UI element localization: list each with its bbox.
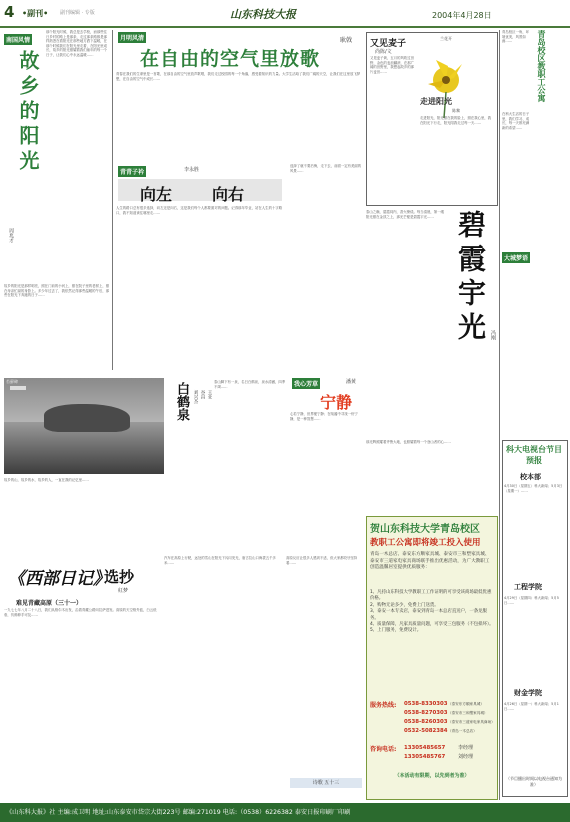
sidebar-divider (499, 30, 500, 800)
photo-caption: 苔藓碑 (6, 379, 18, 384)
poem-body: 走进阳光，阳光照在我的脸上，照在我心里，我在阳光下行走，阳光陪我走过每一天…… (420, 116, 492, 125)
tv-schedule-note: （节目播出时间以电视台通知为准） (506, 776, 562, 787)
sidebar-headline: 青岛校区教职工公寓 (537, 30, 546, 102)
article-body-cont: 那光辉照耀着齐鲁大地，也照耀着每一个登山者的心…… (366, 440, 451, 444)
box-subtitle: 走进阳光 (420, 97, 452, 106)
column-label: 月明风清 (118, 32, 146, 43)
ad-phone: 0538-8270303 (404, 710, 448, 716)
ad-consult-phone: 13305485767 (404, 754, 446, 760)
box-decor: 兰花开 (440, 36, 452, 41)
ad-consult-name: 刘经理 (458, 754, 474, 760)
poem-title: 白鹤泉 (174, 382, 189, 421)
poem-body: 又见麦子黄，五月的风吹过田野，金色的麦浪翻滚，在那广阔的田野里，我想起故乡的那片麦田…… (370, 56, 415, 74)
article-body: 心若宁静，世界便宁静；在喧嚣中寻找一份宁静，是一种智慧…… (290, 412, 358, 421)
tv-schedule-list: 4月26日（星期一）科大新闻；5月1日…… (504, 702, 559, 711)
ad-title-1: 贺山东科技大学青岛校区 (370, 524, 480, 535)
poem-footnote: 诗歌 五十三 (290, 778, 362, 788)
article-body: 一九七七年八月二十八日，我们从格尔木出发，沿着青藏公路向拉萨进发。高原的天空格外蓝，白云低垂，仿佛伸手可及…… (4, 608, 157, 617)
ad-benefit-item: 1、凡持山东科技大学教职工工作证明的可享受该商场最低优惠价格。 (370, 590, 492, 602)
ad-benefit-item: 2、购物无论多少，免费上门送货。 (370, 602, 439, 608)
poem-body: 泰山脚下有一泉，名曰白鹤泉，泉水清澈，四季不竭…… (214, 380, 286, 389)
sidebar-text: 青岛校区一角，环境优美，风景如画…… (502, 30, 530, 44)
ad-phone-note: （泰安东方顺家具城） (448, 702, 484, 706)
ad-title-2: 教职工公寓即将竣工投入使用 (370, 538, 481, 548)
tv-school-label: 财金学院 (514, 689, 542, 697)
ad-consult-names (458, 744, 494, 762)
ad-consult-name: 李经理 (458, 745, 474, 751)
issue-date: 2004年4月28日 (432, 11, 492, 20)
page-header (0, 0, 570, 28)
article-title-2: 向右 (212, 185, 245, 204)
footer-text: 《山东科大报》社 主编:成卫明 地址:山东泰安市岱宗大街223号 邮编:271019 电话:（0538）6226382 泰安日报印刷厂印刷 (6, 809, 351, 816)
article-author: 紅梦 (118, 588, 129, 594)
article-body: 泰山之巅，碧霞祠内，香火缭绕。每当清晨，第一缕阳光照在金顶之上，那光芒便是碧霞宇光…… (366, 210, 444, 219)
ad-benefit-item: 4、质量保障，凡家具质量问题，可享受三包服务（不包损坏）。 (370, 622, 494, 628)
ad-benefit-item: 5、上门服务，免费设计。 (370, 628, 422, 634)
section-name: •副刊• (22, 9, 49, 18)
ad-benefit-item: 3、泰安一本专卖店，泰安到青岛一本总店直送户，一条龙服务。 (370, 609, 487, 621)
page-footer (0, 803, 570, 822)
article-title: 故乡的阳光 (16, 50, 40, 175)
article-author: 耿戟 (340, 37, 353, 44)
article-subtitle: 难见青藏高原（三十一） (16, 600, 83, 607)
article-author: 冯刚 (490, 330, 496, 340)
ad-consult-phone: 13305485657 (404, 745, 446, 751)
poem-author: 王亚 (207, 390, 212, 399)
column-label: 南国风情 (4, 34, 32, 45)
article-author: 周兆才 (8, 228, 14, 243)
article-title: 碧霞宇光 (454, 210, 487, 346)
article-body: 汽车在高原上行驶，远处的雪山在阳光下闪闪发光，唐古拉山口海拔五千多米…… (164, 556, 276, 565)
article-body: 人生的路口总有很多选择，向左还是向右，这是我们每个人都要面对的问题。记得那年毕业，站在人生的十字路口，我不知道该往哪里走…… (116, 206, 283, 215)
ad-phone-note: （泰安市三道家电家具商场） (448, 720, 495, 724)
article-title: 《西部日记》 (8, 569, 110, 589)
ad-phone-notes (448, 700, 496, 736)
article-author: 李永胜 (184, 167, 200, 173)
ad-intro: 青岛一木总店、泰安东方顺家具城、泰安市三和塑家具城、泰安市三道家电家具商场联手推出优惠活动，为广大教职工创造温馨居室提供优质服务： (370, 552, 490, 570)
tv-schedule-list: 4月30日（星期五）科大新闻；5月3日（星期一）…… (504, 484, 563, 493)
ad-phone-note: （青岛一木总店） (448, 729, 477, 733)
tv-schedule-list: 4月29日（星期四）科大新闻；5月5日…… (504, 596, 559, 605)
article-title-suffix: 选抄 (104, 568, 135, 586)
sidebar-text: 在科大生活的日子里，我们学习、成长，每一天都充满新的希望…… (502, 112, 530, 130)
tv-schedule-title: 科大电视台节目预报 (506, 445, 562, 465)
page-number: 4 (4, 3, 15, 21)
column-divider (112, 30, 113, 370)
article-title: 宁静 (320, 393, 353, 412)
ad-phone: 0532-5082384 (404, 728, 448, 734)
ad-phone: 0538-8330303 (404, 701, 448, 707)
article-body: 青春在我们的生命里是一首歌，在那自由的空气里放声歌唱，我们走过校园的每一个角落，感受着知识的力量。大学生活给了我们广阔的天空，让我们在这里放飞梦想，在自由的空气中成长…… (116, 72, 361, 81)
ad-consult-label: 咨询电话: (370, 746, 397, 753)
flower-illustration (418, 40, 478, 120)
article-body: 高原反应让很多人感到不适，但大家都咬牙坚持着…… (286, 556, 358, 565)
masthead: 山东科技大报 (230, 8, 296, 21)
ad-consult-list (404, 744, 454, 762)
article-body: 那个阳光时候，我总是去学校，而那些往日乡村的路上是那条，走过那条路都是那样熟悉在看阳光在那些地方洒下温暖，在那个时候我们在阳光里走着，在阳光里成长，故乡的阳光照耀着我们童年的每一个日子，让我们心中永远温暖…… (46, 30, 108, 57)
article-body: 选择了就不要后悔，走下去，前面一定有美丽的风景…… (290, 164, 362, 173)
header-note: 副刊编辑 · 专版 (60, 10, 95, 16)
poem-author: 刘兴杰 (193, 390, 198, 404)
ad-footer: （本活动有限期，以先到者为准） (394, 773, 470, 779)
article-author: 潘黄 (346, 379, 357, 385)
tv-campus-label: 校本部 (520, 473, 541, 481)
column-label: 我心芳草 (292, 378, 320, 389)
tv-school-label: 工程学院 (514, 583, 542, 591)
ad-phone: 0538-8260303 (404, 719, 448, 725)
box-subtitle-author: 陈黎 (452, 108, 460, 113)
column-label: 大城梦语 (502, 252, 530, 263)
article-body: 故乡的山，故乡的水，故乡的人，一直在我的记忆里…… (4, 478, 89, 482)
article-title: 向左 (140, 185, 173, 204)
box-title: 又见麦子 (370, 39, 407, 49)
landscape-photo (4, 378, 164, 474)
ad-service-label: 服务热线: (370, 702, 397, 709)
article-body-cont: 故乡的阳光是那样明亮，照在门前的小河上，照在院子里的老树上，照在母亲忙碌的身影上。多少年过去了，我依然记得那些温暖的午后，那些在阳光下奔跑的日子…… (4, 284, 110, 298)
ad-phone-note: （泰安市三和塑家具城） (448, 711, 488, 715)
box-author: 尚陈/文 (375, 49, 392, 55)
ad-benefits (370, 590, 494, 635)
poem-author: 谷昌 (200, 390, 205, 399)
article-title: 在自由的空气里放歌 (140, 48, 321, 70)
column-label: 青青子衿 (118, 166, 146, 177)
